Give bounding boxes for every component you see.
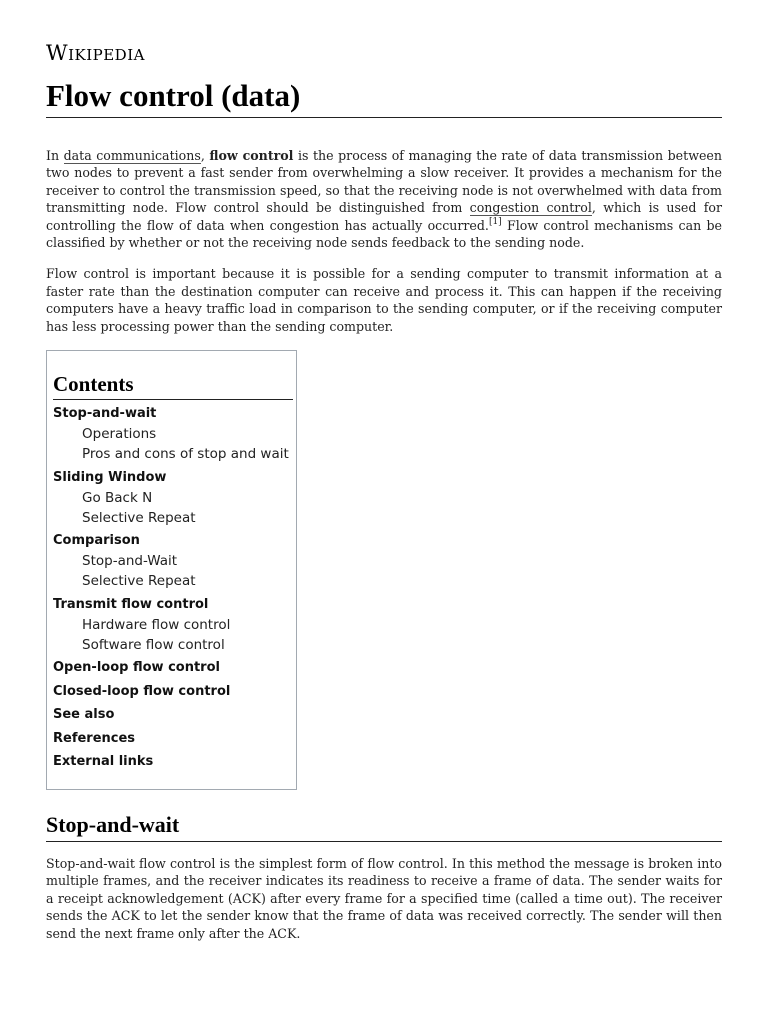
toc-link-references[interactable]: References (53, 730, 136, 746)
page-title: Flow control (data) (46, 78, 722, 118)
toc-link-transmit-flow-control[interactable]: Transmit flow control (53, 596, 209, 612)
toc-link-comparison-selective-repeat[interactable]: Selective Repeat (82, 573, 196, 590)
toc-link-comparison-stop-and-wait[interactable]: Stop-and-Wait (82, 553, 178, 570)
toc-link-selective-repeat[interactable]: Selective Repeat (82, 509, 196, 526)
section-heading-stop-and-wait: Stop-and-wait (46, 812, 722, 842)
toc-link-open-loop[interactable]: Open-loop flow control (53, 660, 220, 676)
toc-link-go-back-n[interactable]: Go Back N (82, 489, 153, 506)
intro-paragraph-1 (46, 147, 722, 251)
wikipedia-wordmark[interactable]: Wikipedia (46, 41, 145, 65)
toc-item (53, 729, 296, 749)
toc-item (53, 682, 296, 702)
toc-list (53, 404, 296, 772)
toc-sublist (53, 615, 296, 655)
link-data-communications[interactable]: data communications (63, 148, 201, 163)
toc-sublist (53, 424, 296, 464)
toc-item (53, 404, 296, 464)
toc-link-sliding-window[interactable]: Sliding Window (53, 469, 167, 485)
article-page (46, 40, 722, 942)
intro-text: , which is used for controlling the flow of data when congestion has actually occurred. (46, 200, 722, 233)
toc-link-stop-and-wait[interactable]: Stop-and-wait (53, 406, 157, 422)
toc-item (53, 705, 296, 725)
intro-text: , (200, 148, 210, 163)
intro-text: is the process of managing the rate of data transmission between two nodes to prevent a fast sender from overwhelming a slow receiver. It provides a mechanism for the receiver to control the transmission speed, so that the receiving node is not overwhelmed with data from transmitting node. Flow control should be distinguished from (46, 148, 722, 216)
toc-item (53, 531, 296, 591)
toc-title: Contents (53, 371, 293, 400)
stop-and-wait-paragraph: Stop-and-wait flow control is the simplest form of flow control. In this method the message is broken into multiple frames, and the receiver indicates its readiness to receive a frame of data. The sender waits for a receipt acknowledgement (ACK) after every frame for a specified time (called a time out). The receiver sends the ACK to let the sender know that the frame of data was received correctly. The sender will then send the next frame only after the ACK. (46, 856, 722, 941)
toc-item (53, 658, 296, 678)
intro-text: In (46, 148, 64, 163)
toc-item (53, 752, 296, 772)
toc-link-external-links[interactable]: External links (53, 754, 154, 770)
toc-link-closed-loop[interactable]: Closed-loop flow control (53, 683, 231, 699)
term-flow-control: flow control (209, 148, 294, 163)
table-of-contents (46, 350, 297, 790)
toc-link-operations[interactable]: Operations (82, 426, 157, 443)
toc-sublist (53, 551, 296, 591)
toc-sublist (53, 488, 296, 528)
toc-link-see-also[interactable]: See also (53, 707, 115, 723)
toc-item (53, 595, 296, 655)
toc-link-pros-and-cons[interactable]: Pros and cons of stop and wait (82, 446, 289, 463)
toc-item (53, 468, 296, 528)
intro-paragraph-2: Flow control is important because it is possible for a sending computer to transmit information at a faster rate than the destination computer can receive and process it. This can happen if the receiving computers have a heavy traffic load in comparison to the sending computer, or if the receiving computer has less processing power than the sending computer. (46, 266, 722, 334)
link-congestion-control[interactable]: congestion control (469, 200, 592, 216)
toc-link-comparison[interactable]: Comparison (53, 533, 140, 549)
reference-marker[interactable]: [1] (488, 216, 502, 227)
toc-link-software-flow-control[interactable]: Software flow control (82, 636, 225, 653)
toc-link-hardware-flow-control[interactable]: Hardware flow control (82, 616, 231, 633)
intro-text: Flow control mechanisms can be classified by whether or not the receiving node sends feedback to the sending node. (46, 217, 723, 251)
